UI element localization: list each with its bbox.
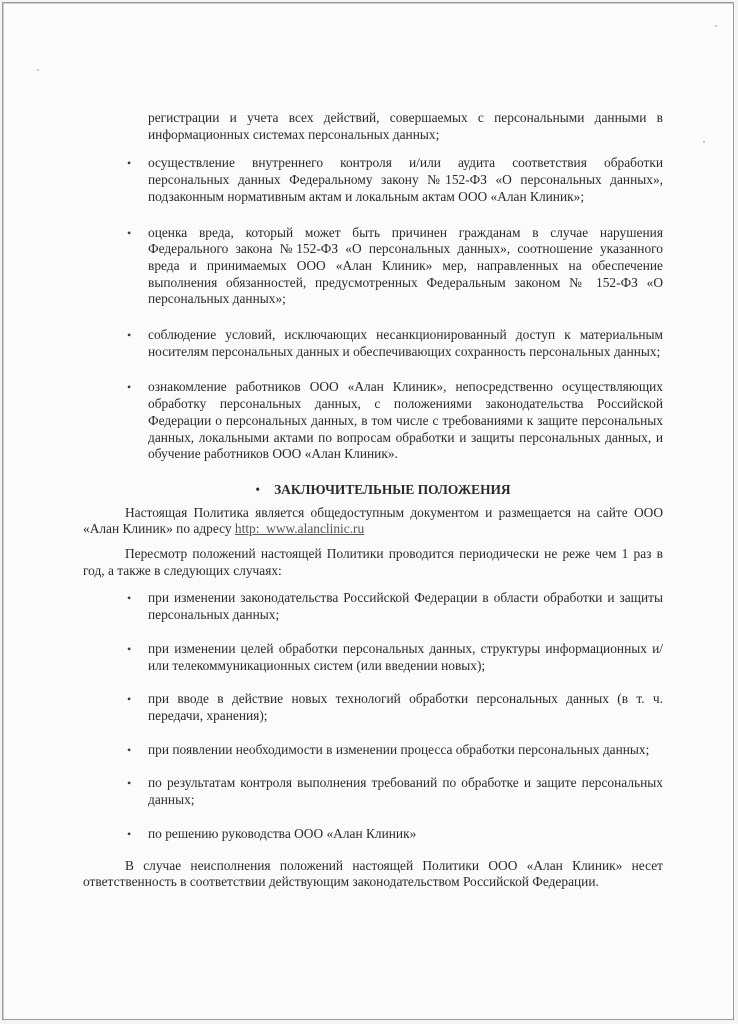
bullet-icon: •: [127, 156, 132, 171]
list-item: • оценка вреда, который может быть причинен гражданам в случае нарушения Федерального закона №152-ФЗ «О персональных данных», соотношение указанного вреда и принимаемых ООО «Алан Клиник» мер, направленных на обеспечение выполнения обязанностей, предусмотренных Федеральным законом № 152-ФЗ «О персональных данных»;: [127, 224, 663, 307]
list-item: • соблюдение условий, исключающих несанкционированный доступ к материальным носителям персональных данных и обеспечивающих сохранность персональных данных;: [127, 327, 663, 359]
measures-list: [83, 155, 663, 463]
bullet-icon: •: [127, 776, 132, 791]
list-item: • при появлении необходимости в изменении процесса обработки персональных данных;: [127, 741, 650, 757]
bullet-icon: •: [127, 328, 132, 343]
scan-speck: [37, 69, 39, 71]
list-item: • при изменении целей обработки персональных данных, структуры информационных и/или телекоммуникационных систем (или введении новых);: [127, 640, 663, 673]
final-paragraph: В случае неисполнения положений настоящей Политики ООО «Алан Клиник» несет ответственность в соответствии действующим законодательством Российской Федерации.: [83, 857, 663, 890]
scan-speck: [703, 141, 705, 143]
bullet-icon: •: [255, 481, 261, 497]
list-item: • ознакомление работников ООО «Алан Клиник», непосредственно осуществляющих обработку персональных данных, с положениями законодательства Российской Федерации о персональных данных, в том числе с требованиями к защите персональных данных, локальными актами по вопросам обработки и защиты персональных данных, и обучение работников ООО «Алан Клиник».: [127, 379, 663, 462]
document-body: [83, 110, 663, 902]
list-item: • при вводе в действие новых технологий обработки персональных данных (в т. ч. передачи, хранения);: [127, 691, 663, 723]
section-heading: [83, 482, 663, 499]
list-item: • по результатам контроля выполнения требований по обработке и защите персональных данных;: [127, 775, 663, 808]
bullet-icon: •: [127, 692, 132, 707]
section-title: ЗАКЛЮЧИТЕЛЬНЫЕ ПОЛОЖЕНИЯ: [274, 481, 511, 497]
list-item: • осуществление внутреннего контроля и/или аудита соответствия обработки персональных данных Федеральному закону №152-ФЗ «О персональных данных», подзаконным нормативным актам и локальным актам ООО «Алан Клиник»;: [127, 155, 663, 204]
bullet-icon: •: [127, 225, 132, 240]
bullet-icon: •: [127, 826, 132, 841]
review-cases-list: [83, 590, 663, 842]
continuation-text: регистрации и учета всех действий, совершаемых с персональными данными в информационных системах персональных данных;: [148, 110, 663, 142]
bullet-icon: •: [127, 380, 132, 395]
review-paragraph: Пересмотр положений настоящей Политики проводится периодически не реже чем 1 раз в год, а также в следующих случаях:: [83, 546, 663, 578]
list-item: • по решению руководства ООО «Алан Клиник»: [127, 825, 417, 841]
bullet-icon: •: [127, 641, 132, 656]
bullet-icon: •: [127, 591, 132, 606]
bullet-icon: •: [127, 742, 132, 757]
scan-speck: [715, 25, 717, 27]
document-page: [2, 2, 734, 1020]
public-paragraph: Настоящая Политика является общедоступным документом и размещается на сайте ООО «Алан Клиник» по адресу http:_www.alanclinic.ru: [83, 504, 663, 537]
list-item: • при изменении законодательства Российской Федерации в области обработки и защиты персональных данных;: [127, 590, 663, 623]
site-link[interactable]: http:_www.alanclinic.ru: [234, 521, 365, 537]
